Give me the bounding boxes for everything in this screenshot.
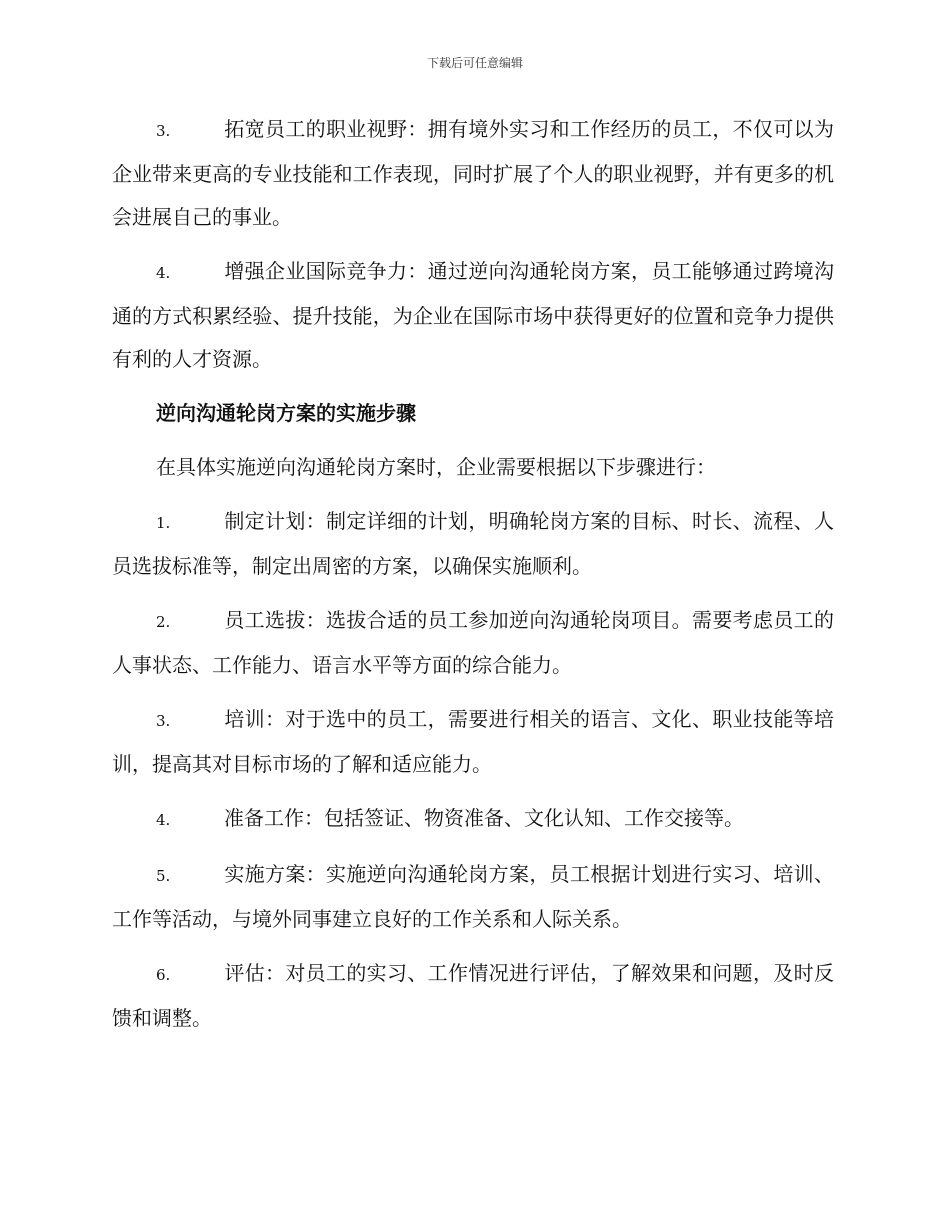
list-item-text: 实施方案：实施逆向沟通轮岗方案，员工根据计划进行实习、培训、工作等活动，与境外同事建立良好的工作关系和人际关系。 [112, 862, 834, 931]
step-item-5 [112, 853, 834, 941]
list-item-text: 增强企业国际竞争力：通过逆向沟通轮岗方案，员工能够通过跨境沟通的方式积累经验、提升技能，为企业在国际市场中获得更好的位置和竞争力提供有利的人才资源。 [112, 259, 834, 371]
section-heading: 逆向沟通轮岗方案的实施步骤 [156, 401, 416, 425]
list-number: 6. [156, 966, 171, 984]
list-item-text: 培训：对于选中的员工，需要进行相关的语言、文化、职业技能等培训，提高其对目标市场的了解和适应能力。 [112, 707, 834, 776]
list-item-text: 拓宽员工的职业视野：拥有境外实习和工作经历的员工，不仅可以为企业带来更高的专业技能和工作表现，同时扩展了个人的职业视野，并有更多的机会进展自己的事业。 [112, 117, 834, 229]
step-item-6 [112, 952, 834, 1040]
section-intro: 在具体实施逆向沟通轮岗方案时，企业需要根据以下步骤进行： [156, 455, 716, 479]
list-number: 5. [156, 867, 171, 885]
list-item-text: 评估：对员工的实习、工作情况进行评估，了解效果和问题，及时反馈和调整。 [112, 961, 834, 1030]
list-number: 2. [156, 613, 171, 631]
list-item-text: 准备工作：包括签证、物资准备、文化认知、工作交接等。 [224, 806, 744, 830]
list-number: 1. [156, 514, 171, 532]
benefit-item-4 [112, 250, 834, 381]
page-header: 下载后可任意编辑 [426, 56, 523, 70]
benefit-item-3 [112, 108, 834, 239]
list-number: 3. [156, 712, 171, 730]
list-item-text: 员工选拔：选拔合适的员工参加逆向沟通轮岗项目。需要考虑员工的人事状态、工作能力、语言水平等方面的综合能力。 [112, 608, 834, 677]
list-number: 4. [156, 264, 171, 282]
step-item-1 [112, 500, 834, 588]
step-item-2 [112, 599, 834, 687]
list-item-text: 制定计划：制定详细的计划，明确轮岗方案的目标、时长、流程、人员选拔标准等，制定出周密的方案，以确保实施顺利。 [112, 509, 834, 578]
list-number: 3. [156, 122, 171, 140]
step-item-4 [112, 797, 834, 842]
document-body [112, 108, 834, 1051]
list-number: 4. [156, 811, 171, 829]
step-item-3 [112, 698, 834, 786]
